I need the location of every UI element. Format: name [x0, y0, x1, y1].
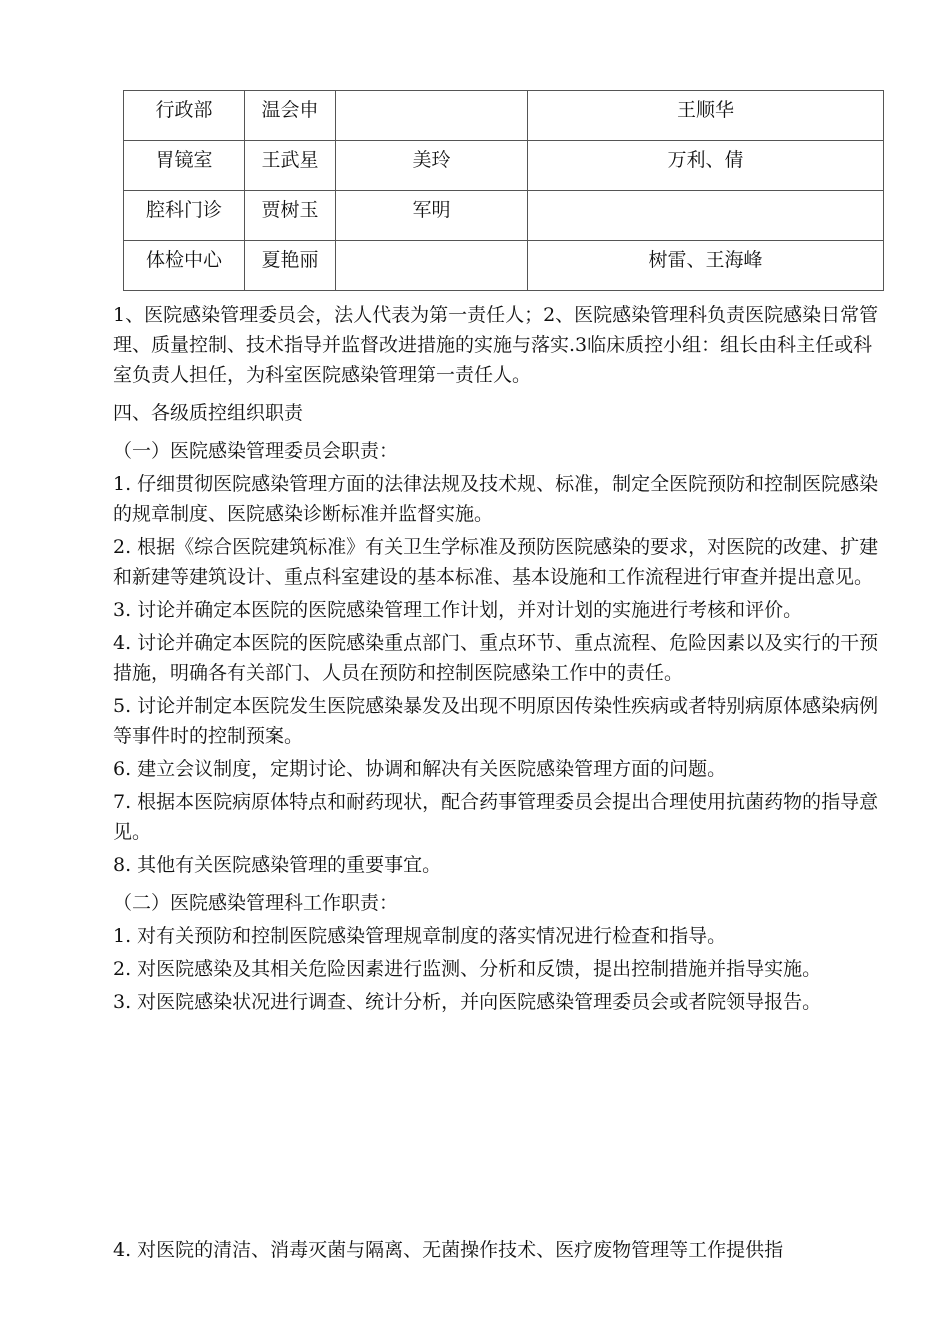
head-cell: 王武星: [245, 141, 336, 191]
table-row: [124, 141, 884, 191]
head-cell: 温会申: [245, 91, 336, 141]
head-cell: 夏艳丽: [245, 241, 336, 291]
committee-item: 7. 根据本医院病原体特点和耐药现状，配合药事管理委员会提出合理使用抗菌药物的指导意见。: [113, 791, 879, 843]
committee-item: 6. 建立会议制度，定期讨论、协调和解决有关医院感染管理方面的问题。: [113, 758, 727, 780]
committee-item: 3. 讨论并确定本医院的医院感染管理工作计划，并对计划的实施进行考核和评价。: [113, 599, 803, 621]
table-row: [124, 241, 884, 291]
staff-cell: [528, 191, 884, 241]
dept-cell: 胃镜室: [124, 141, 245, 191]
department-item: 2. 对医院感染及其相关危险因素进行监测、分析和反馈，提出控制措施并指导实施。: [113, 958, 822, 980]
member-cell: [336, 241, 528, 291]
committee-item: 1. 仔细贯彻医院感染管理方面的法律法规及技术规、标准，制定全医院预防和控制医院感染的规章制度、医院感染诊断标准并监督实施。: [113, 473, 879, 525]
committee-item: 2. 根据《综合医院建筑标准》有关卫生学标准及预防医院感染的要求，对医院的改建、扩建和新建等建筑设计、重点科室建设的基本标准、基本设施和工作流程进行审查并提出意见。: [113, 536, 879, 588]
dept-cell: 行政部: [124, 91, 245, 141]
dept-cell: 体检中心: [124, 241, 245, 291]
department-item: 1. 对有关预防和控制医院感染管理规章制度的落实情况进行检查和指导。: [113, 925, 727, 947]
committee-item: 4. 讨论并确定本医院的医院感染重点部门、重点环节、重点流程、危险因素以及实行的干预措施，明确各有关部门、人员在预防和控制医院感染工作中的责任。: [113, 632, 879, 684]
intro-paragraph: 1、医院感染管理委员会，法人代表为第一责任人；2、医院感染管理科负责医院感染日常管理、质量控制、技术指导并监督改进措施的实施与落实.3临床质控小组：组长由科主任或科室负责人担任，为科室医院感染管理第一责任人。: [113, 304, 879, 386]
department-heading: （二）医院感染管理科工作职责：: [113, 892, 399, 914]
body-text: [113, 300, 885, 1017]
committee-heading: （一）医院感染管理委员会职责：: [113, 440, 399, 462]
staff-table: [123, 90, 884, 291]
staff-cell: 王顺华: [528, 91, 884, 141]
staff-cell: 万利、倩: [528, 141, 884, 191]
member-cell: 军明: [336, 191, 528, 241]
committee-item: 8. 其他有关医院感染管理的重要事宜。: [113, 854, 442, 876]
department-item: 3. 对医院感染状况进行调查、统计分析，并向医院感染管理委员会或者院领导报告。: [113, 991, 822, 1013]
staff-cell: 树雷、王海峰: [528, 241, 884, 291]
section-title: 四、各级质控组织职责: [113, 402, 304, 424]
member-cell: [336, 91, 528, 141]
table-row: [124, 91, 884, 141]
table-row: [124, 191, 884, 241]
dept-cell: 腔科门诊: [124, 191, 245, 241]
member-cell: 美玲: [336, 141, 528, 191]
committee-item: 5. 讨论并制定本医院发生医院感染暴发及出现不明原因传染性疾病或者特别病原体感染病例等事件时的控制预案。: [113, 695, 879, 747]
department-item: 4. 对医院的清洁、消毒灭菌与隔离、无菌操作技术、医疗废物管理等工作提供指: [113, 1239, 784, 1261]
head-cell: 贾树玉: [245, 191, 336, 241]
